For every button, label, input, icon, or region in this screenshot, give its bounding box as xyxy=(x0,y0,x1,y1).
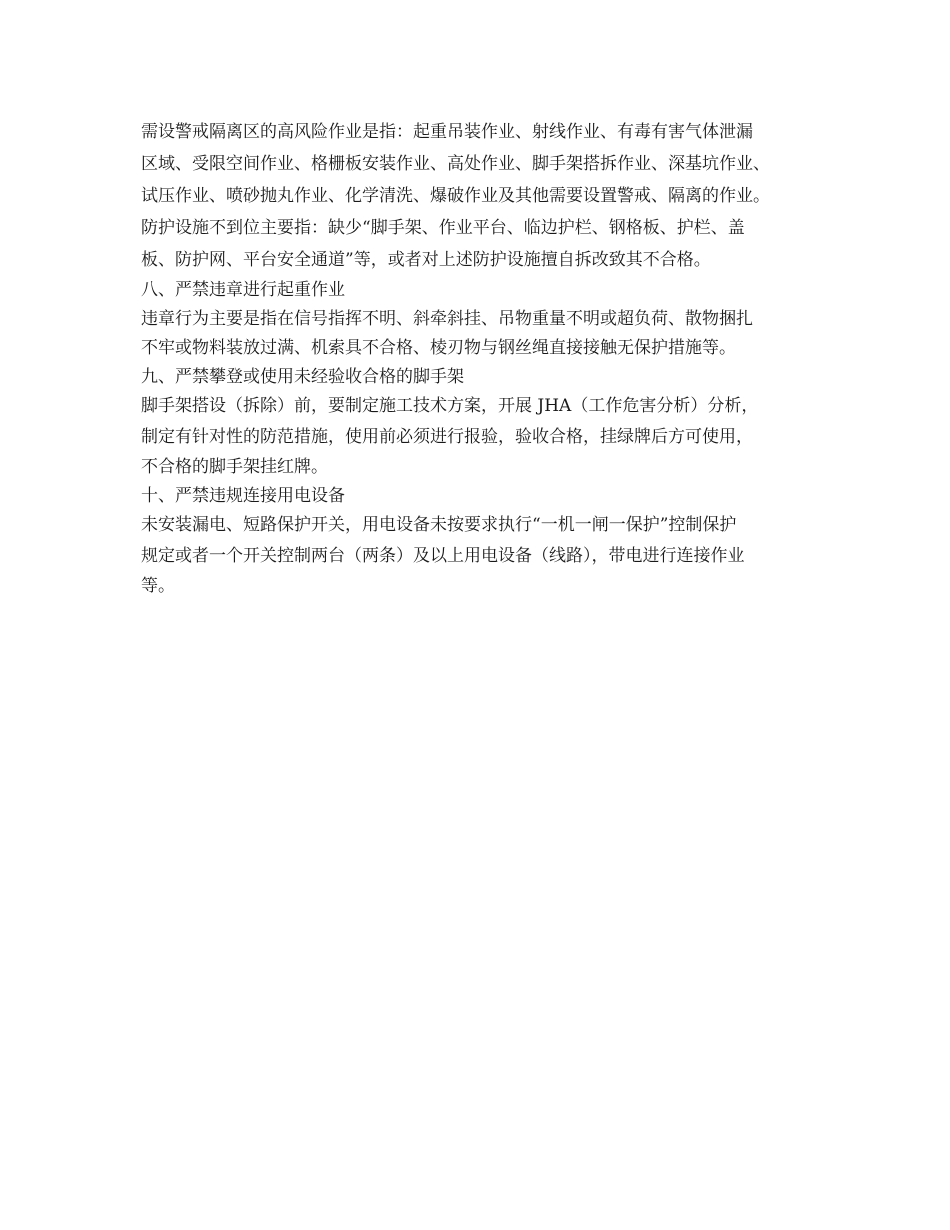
paragraph-line: 区域、受限空间作业、格栅板安装作业、高处作业、脚手架搭拆作业、深基坑作业、 xyxy=(141,154,770,174)
paragraph-line: 脚手架搭设（拆除）前，要制定施工技术方案，开展 JHA（工作危害分析）分析， xyxy=(141,396,759,416)
paragraph-line: 等。 xyxy=(141,576,175,596)
paragraph-line: 板、防护网、平台安全通道”等，或者对上述防护设施擅自拆改致其不合格。 xyxy=(141,250,711,270)
paragraph-line: 违章行为主要是指在信号指挥不明、斜牵斜挂、吊物重量不明或超负荷、散物捆扎 xyxy=(141,309,753,329)
section-heading-10: 十、严禁违规连接用电设备 xyxy=(141,486,345,506)
paragraph-line: 规定或者一个开关控制两台（两条）及以上用电设备（线路），带电进行连接作业 xyxy=(141,546,745,566)
paragraph-line: 不牢或物料装放过满、机索具不合格、棱刃物与钢丝绳直接接触无保护措施等。 xyxy=(141,338,736,358)
document-body xyxy=(141,116,831,601)
paragraph-line: 防护设施不到位主要指：缺少“脚手架、作业平台、临边护栏、钢格板、护栏、盖 xyxy=(141,218,745,238)
paragraph-line: 制定有针对性的防范措施，使用前必须进行报验，验收合格，挂绿牌后方可使用， xyxy=(141,427,753,447)
section-heading-8: 八、严禁违章进行起重作业 xyxy=(141,280,345,300)
paragraph-line: 试压作业、喷砂抛丸作业、化学清洗、爆破作业及其他需要设置警戒、隔离的作业。 xyxy=(141,186,770,206)
paragraph-line: 未安装漏电、短路保护开关，用电设备未按要求执行“一机一闸一保护”控制保护 xyxy=(141,515,737,535)
paragraph-line: 需设警戒隔离区的高风险作业是指：起重吊装作业、射线作业、有毒有害气体泄漏 xyxy=(141,122,753,142)
section-heading-9: 九、严禁攀登或使用未经验收合格的脚手架 xyxy=(141,367,464,387)
paragraph-line: 不合格的脚手架挂红牌。 xyxy=(141,457,328,477)
